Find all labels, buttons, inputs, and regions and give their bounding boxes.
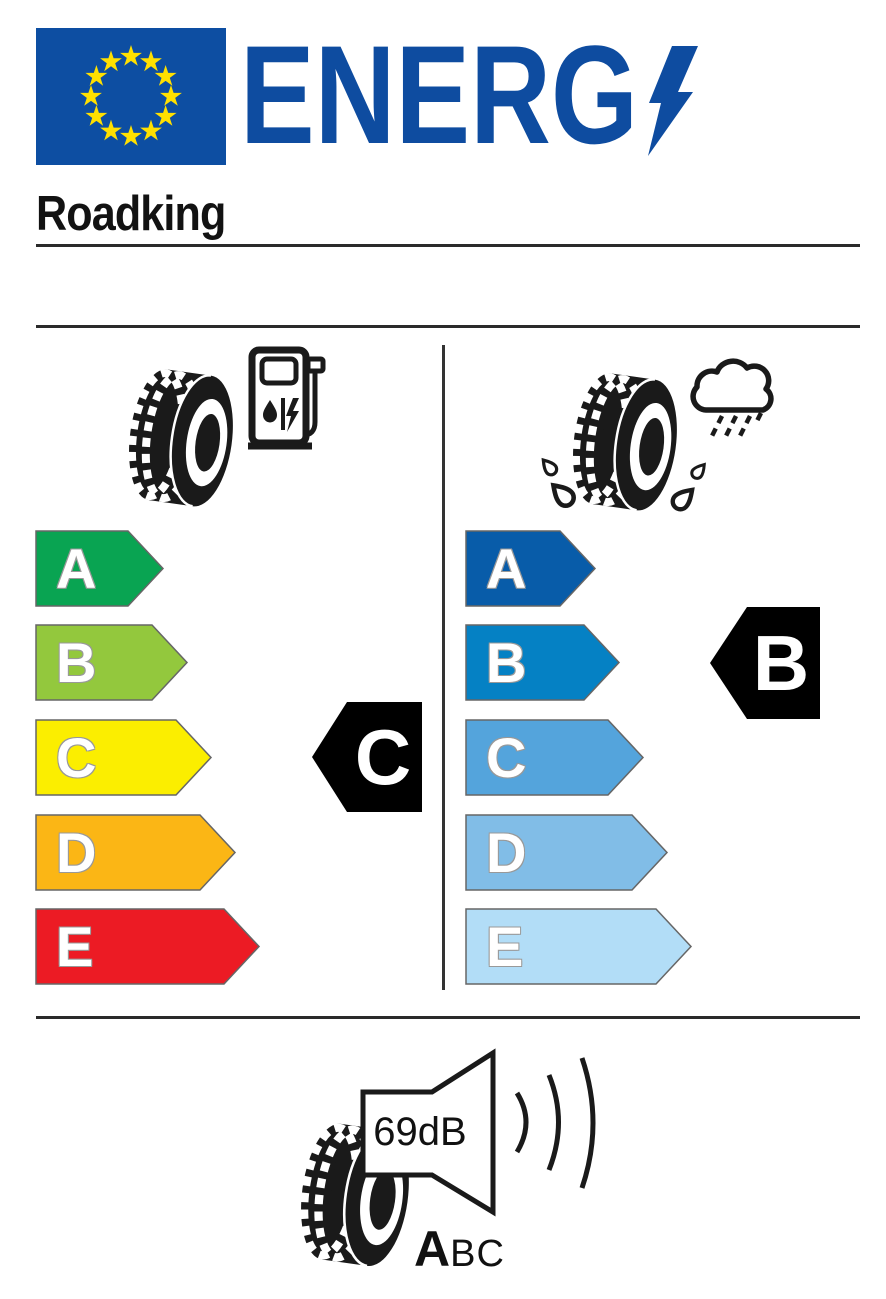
sound-waves-icon	[517, 1058, 593, 1188]
energ-logo-text: ENERG	[240, 16, 638, 173]
water-splash-icon	[534, 452, 590, 514]
column-divider-line	[442, 345, 445, 990]
rain-cloud-icon	[682, 346, 780, 440]
energ-logo	[240, 16, 710, 173]
fuel-pump-icon	[246, 346, 326, 452]
scale-letter: D	[56, 820, 97, 884]
scale-letter: C	[56, 725, 97, 789]
lightning-bolt-icon	[648, 46, 698, 156]
fuel-scale-arrow-a	[36, 530, 164, 607]
noise-db-value: 69dB	[373, 1110, 467, 1154]
scale-letter: B	[486, 630, 527, 694]
divider-line-top	[36, 244, 860, 247]
scale-letter: B	[56, 630, 97, 694]
noise-other-classes: BC	[450, 1233, 505, 1275]
noise-class-scale	[414, 1221, 505, 1277]
scale-letter: C	[486, 725, 527, 789]
eu-flag	[36, 28, 226, 165]
tire-icon	[128, 370, 234, 506]
scale-letter: A	[486, 536, 527, 600]
fuel-rating-indicator	[312, 702, 422, 812]
divider-line-section	[36, 325, 860, 328]
scale-letter: D	[486, 820, 527, 884]
brand-name: Roadking	[36, 187, 226, 241]
water-splash-icon	[660, 452, 714, 516]
noise-rated-class: A	[414, 1221, 451, 1277]
fuel-scale-arrow-b	[36, 624, 188, 701]
wet-grip-scale-arrow-d	[466, 814, 668, 891]
fuel-rating-letter: C	[354, 713, 412, 801]
wet-grip-rating-letter: B	[752, 619, 810, 707]
scale-letter: A	[56, 536, 97, 600]
wet-grip-scale-arrow-c	[466, 719, 644, 796]
scale-letter: E	[486, 914, 524, 978]
wet-grip-rating-indicator	[710, 607, 820, 719]
wet-grip-scale-arrow-e	[466, 908, 692, 985]
fuel-scale-arrow-d	[36, 814, 236, 891]
wet-grip-scale-arrow-a	[466, 530, 596, 607]
wet-grip-scale-arrow-b	[466, 624, 620, 701]
scale-letter: E	[56, 914, 94, 978]
rain-drops-glyph	[712, 413, 761, 436]
divider-line-noise	[36, 1016, 860, 1019]
fuel-scale-arrow-c	[36, 719, 212, 796]
fuel-scale-arrow-e	[36, 908, 260, 985]
